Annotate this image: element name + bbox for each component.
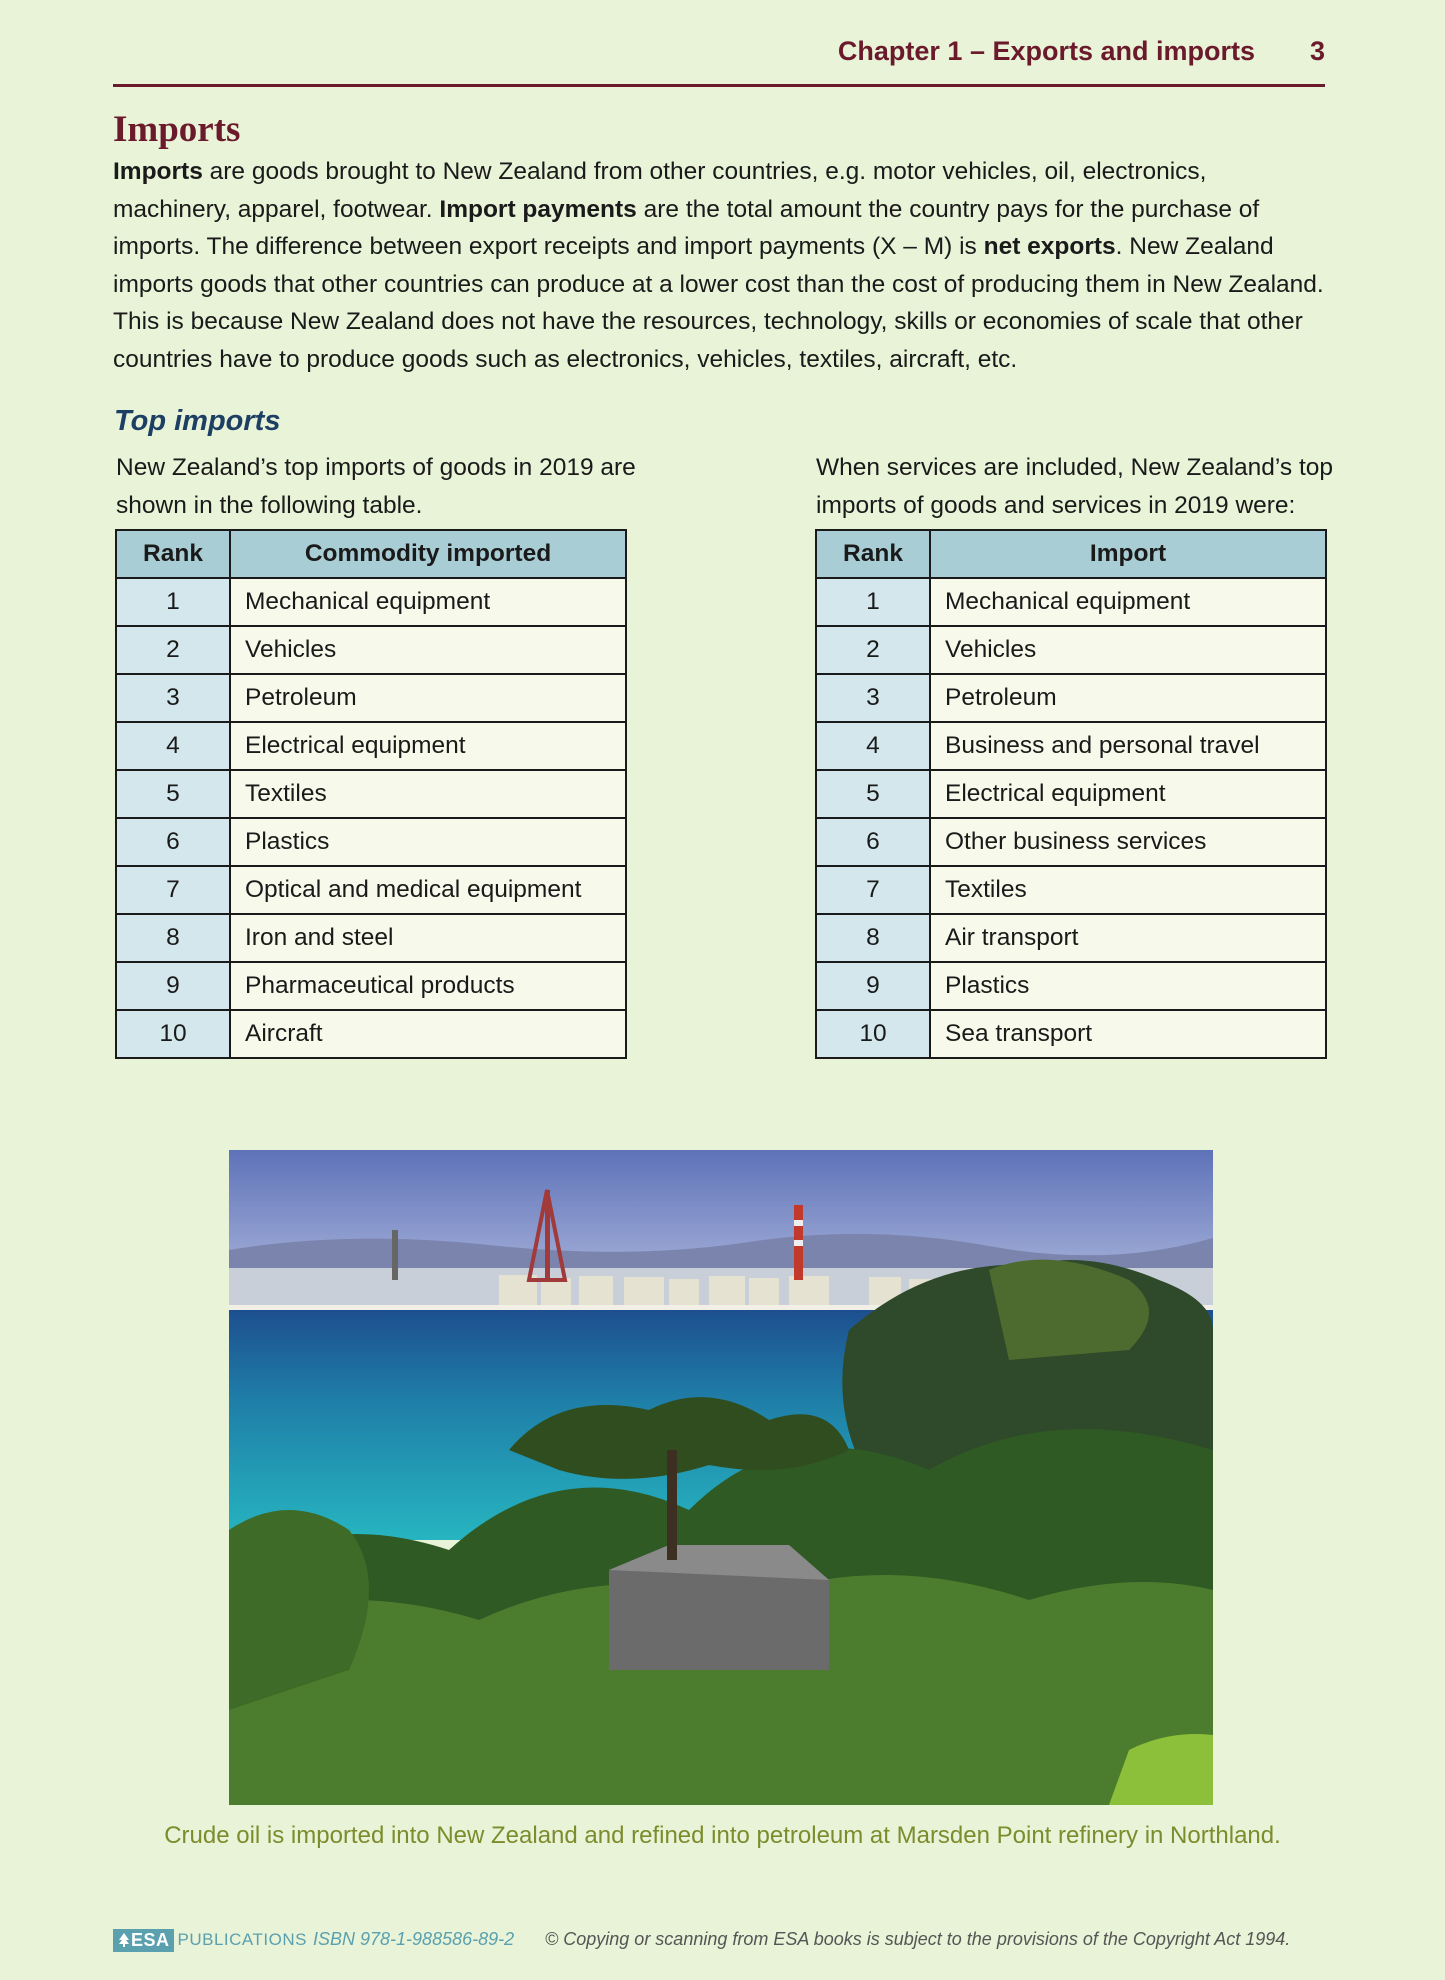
term-import-payments: Import payments xyxy=(439,195,637,223)
item-header: Commodity imported xyxy=(230,530,626,578)
services-table-caption: When services are included, New Zealand’s top imports of goods and services in 2019 were: xyxy=(816,454,1334,519)
services-imports-table xyxy=(815,529,1327,1059)
goods-table-caption: New Zealand’s top imports of goods in 2019 are shown in the following table. xyxy=(116,454,636,519)
item-cell: Iron and steel xyxy=(230,914,626,962)
page-number: 3 xyxy=(1309,36,1325,66)
item-cell: Petroleum xyxy=(930,674,1326,722)
item-cell: Business and personal travel xyxy=(930,722,1326,770)
rank-cell: 4 xyxy=(116,722,230,770)
goods-imports-table xyxy=(115,529,627,1059)
item-cell: Vehicles xyxy=(230,626,626,674)
item-header: Import xyxy=(930,530,1326,578)
rank-cell: 5 xyxy=(816,770,930,818)
item-cell: Pharmaceutical products xyxy=(230,962,626,1010)
rank-cell: 10 xyxy=(816,1010,930,1058)
rank-cell: 9 xyxy=(116,962,230,1010)
rank-cell: 3 xyxy=(816,674,930,722)
item-cell: Electrical equipment xyxy=(230,722,626,770)
term-imports: Imports xyxy=(113,158,203,185)
item-cell: Electrical equipment xyxy=(930,770,1326,818)
item-cell: Sea transport xyxy=(930,1010,1326,1058)
refinery-photo xyxy=(229,1150,1213,1805)
table-row xyxy=(116,578,626,626)
esa-logo-mark xyxy=(113,1929,174,1952)
rank-cell: 1 xyxy=(816,578,930,626)
table-row xyxy=(116,770,626,818)
table-row xyxy=(816,770,1326,818)
table-row xyxy=(116,866,626,914)
rank-cell: 8 xyxy=(116,914,230,962)
item-cell: Other business services xyxy=(930,818,1326,866)
table-row xyxy=(116,1010,626,1058)
rank-cell: 8 xyxy=(816,914,930,962)
item-cell: Textiles xyxy=(230,770,626,818)
tree-icon xyxy=(117,1932,131,1948)
rank-cell: 4 xyxy=(816,722,930,770)
page-footer xyxy=(113,1928,1343,1956)
item-cell: Aircraft xyxy=(230,1010,626,1058)
page-header xyxy=(113,30,1325,87)
item-cell: Plastics xyxy=(230,818,626,866)
rank-cell: 10 xyxy=(116,1010,230,1058)
rank-cell: 2 xyxy=(116,626,230,674)
item-cell: Mechanical equipment xyxy=(230,578,626,626)
intro-text-2: are the total amount the country pays for the purchase of imports. The difference between export receipts and import payments (X – M) is xyxy=(113,195,1260,260)
table-row xyxy=(816,962,1326,1010)
esa-logo-text: ESA xyxy=(131,1929,170,1950)
isbn: ISBN 978-1-988586-89-2 xyxy=(313,1929,515,1949)
table-row xyxy=(116,818,626,866)
top-imports-heading: Top imports xyxy=(114,405,281,437)
item-cell: Optical and medical equipment xyxy=(230,866,626,914)
rank-cell: 7 xyxy=(116,866,230,914)
rank-cell: 3 xyxy=(116,674,230,722)
table-row xyxy=(816,578,1326,626)
item-cell: Air transport xyxy=(930,914,1326,962)
item-cell: Mechanical equipment xyxy=(930,578,1326,626)
table-row xyxy=(116,674,626,722)
table-row xyxy=(816,674,1326,722)
table-row xyxy=(816,722,1326,770)
term-net-exports: net exports xyxy=(983,233,1116,260)
table-row xyxy=(816,914,1326,962)
section-title: Imports xyxy=(113,109,241,150)
table-row xyxy=(816,626,1326,674)
rank-header: Rank xyxy=(116,530,230,578)
chapter-title: Chapter 1 – Exports and imports xyxy=(837,36,1255,66)
table-row xyxy=(816,1010,1326,1058)
table-row xyxy=(116,722,626,770)
item-cell: Plastics xyxy=(930,962,1326,1010)
rank-cell: 1 xyxy=(116,578,230,626)
table-row xyxy=(116,914,626,962)
item-cell: Textiles xyxy=(930,866,1326,914)
intro-text-3: . New Zealand imports goods that other countries can produce at a lower cost than the cost of producing them in New Zealand. This is because New Zealand does not have the resources, technology, skills or economies of scale that other countries have to produce goods such as electronics, vehicles, textiles, aircraft, etc. xyxy=(113,233,1324,373)
rank-cell: 5 xyxy=(116,770,230,818)
table-row xyxy=(816,866,1326,914)
rank-cell: 6 xyxy=(816,818,930,866)
rank-cell: 9 xyxy=(816,962,930,1010)
table-row xyxy=(816,818,1326,866)
table-row xyxy=(116,626,626,674)
esa-logo xyxy=(113,1928,307,1952)
rank-cell: 7 xyxy=(816,866,930,914)
photo-caption: Crude oil is imported into New Zealand and refined into petroleum at Marsden Point refinery in Northland. xyxy=(164,1822,1281,1849)
item-cell: Petroleum xyxy=(230,674,626,722)
intro-paragraph xyxy=(113,153,1328,378)
rank-header: Rank xyxy=(816,530,930,578)
item-cell: Vehicles xyxy=(930,626,1326,674)
copyright-notice: © Copying or scanning from ESA books is subject to the provisions of the Copyright Act 1994. xyxy=(545,1929,1291,1949)
table-row xyxy=(116,962,626,1010)
publications-label: PUBLICATIONS xyxy=(177,1930,307,1949)
intro-text-1: are goods brought to New Zealand from other countries, e.g. motor vehicles, oil, electronics, machinery, apparel, footwear. xyxy=(113,158,1207,223)
rank-cell: 6 xyxy=(116,818,230,866)
rank-cell: 2 xyxy=(816,626,930,674)
